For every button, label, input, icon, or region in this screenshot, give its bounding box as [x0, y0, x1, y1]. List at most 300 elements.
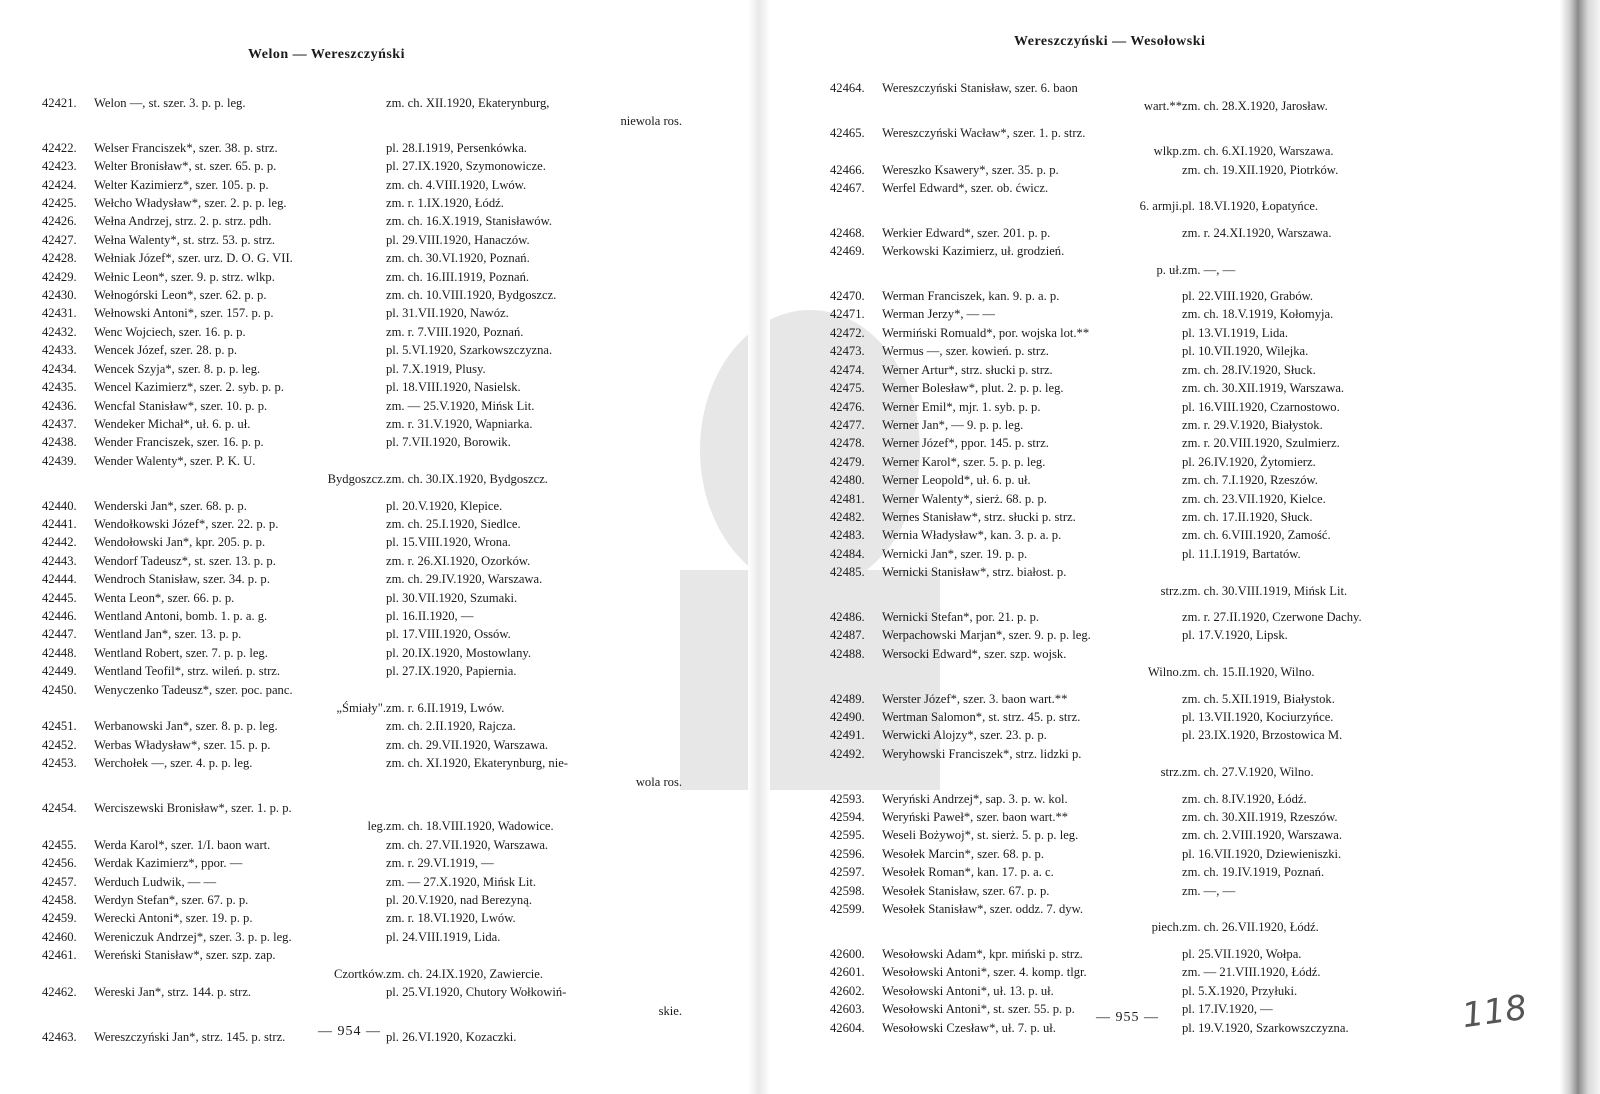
handwritten-page-note: 118	[1459, 987, 1530, 1037]
entry-death-record	[1182, 563, 1490, 581]
list-item	[830, 1019, 1490, 1037]
entry-death-record: zm. r. 29.V.1920, Białystok.	[1182, 417, 1323, 432]
entry-death-record: zm. r. 24.XI.1920, Warszawa.	[1182, 225, 1332, 240]
entry-number: 42477.	[830, 417, 865, 432]
entry-indent	[830, 918, 882, 936]
entry-number: 42473.	[830, 344, 865, 359]
entry-death-record: zm. — 25.V.1920, Mińsk Lit.	[386, 398, 535, 413]
entry-line	[42, 717, 682, 735]
entry-line	[42, 397, 682, 415]
entry-death-record: zm. ch. 26.VII.1920, Łódź.	[1182, 920, 1319, 935]
entry-description: Wernicki Jan*, szer. 19. p. p.	[882, 546, 1028, 561]
entry-number: 42479.	[830, 454, 865, 469]
entry-line	[830, 224, 1490, 242]
entry-line	[830, 179, 1490, 197]
entry-death-record: pl. 7.VII.1920, Borowik.	[386, 435, 511, 450]
entry-number: 42599.	[830, 902, 865, 917]
entry-description: Wełna Andrzej, strz. 2. p. strz. pdh.	[94, 214, 272, 229]
entry-number: 42604.	[830, 1020, 865, 1035]
entry-line	[830, 287, 1490, 305]
entry-line	[42, 854, 682, 872]
entry-description: Wereszczyński Jan*, strz. 145. p. strz.	[94, 1029, 286, 1044]
entry-indent	[830, 663, 882, 681]
entry-description: Werkowski Kazimierz, uł. grodzień.	[882, 244, 1065, 259]
entry-number: 42437.	[42, 416, 77, 431]
list-item	[830, 324, 1490, 342]
entry-death-record	[386, 946, 682, 964]
entry-death-record: pl. 20.V.1920, nad Berezyną.	[386, 893, 532, 908]
book-gutter	[748, 0, 770, 1094]
entry-death-record: zm. — 21.VIII.1920, Łódź.	[1182, 965, 1321, 980]
entry-description: Welser Franciszek*, szer. 38. p. strz.	[94, 140, 278, 155]
entry-number: 42441.	[42, 516, 77, 531]
entry-death-record: zm. ch. 30.XII.1919, Rzeszów.	[1182, 810, 1338, 825]
entry-line	[830, 305, 1490, 323]
entry-death-record: zm. r. 26.XI.1920, Ozorków.	[386, 553, 531, 568]
entry-description: Werner Leopold*, uł. 6. p. uł.	[882, 473, 1031, 488]
entry-number: 42481.	[830, 491, 865, 506]
entry-death-record: zm. ch. 30.XII.1919, Warszawa.	[1182, 381, 1345, 396]
entry-line	[830, 790, 1490, 808]
entry-number: 42451.	[42, 719, 77, 734]
entry-death-record: pl. 24.VIII.1919, Lida.	[386, 929, 501, 944]
entry-death-record: zm. —, —	[1182, 883, 1236, 898]
entry-death-record: zm. ch. 19.XII.1920, Piotrków.	[1182, 162, 1339, 177]
entry-death-record: pl. 10.VII.1920, Wilejka.	[1182, 344, 1309, 359]
entry-description: Wełna Walenty*, st. strz. 53. p. strz.	[94, 232, 276, 247]
entry-death-record: zm. ch. 28.X.1920, Jarosław.	[1182, 99, 1328, 114]
entry-number: 42468.	[830, 225, 865, 240]
entry-spacer	[830, 937, 1490, 945]
list-item	[42, 891, 682, 909]
entry-number: 42596.	[830, 846, 865, 861]
entry-number: 42439.	[42, 453, 77, 468]
entry-line	[42, 928, 682, 946]
entry-number: 42454.	[42, 801, 77, 816]
entry-continuation: skie.	[658, 1003, 682, 1018]
entry-number: 42458.	[42, 893, 77, 908]
entry-line	[42, 754, 682, 772]
entry-number: 42444.	[42, 572, 77, 587]
entry-continuation: wola ros.	[635, 774, 682, 789]
entry-description: Wesołowski Antoni*, st. szer. 55. p. p.	[882, 1002, 1075, 1017]
entry-number: 42594.	[830, 810, 865, 825]
entry-line	[42, 662, 682, 680]
entry-description: Werda Karol*, szer. 1/I. baon wart.	[94, 837, 271, 852]
entry-indent	[42, 965, 94, 983]
entry-death-record: pl. 20.V.1920, Klepice.	[386, 498, 503, 513]
entry-line	[830, 608, 1490, 626]
entry-death-record: zm. r. 29.VI.1919, —	[386, 856, 494, 871]
entry-number: 42470.	[830, 289, 865, 304]
list-item	[830, 645, 1490, 682]
list-item	[42, 378, 682, 396]
entry-death-record	[1182, 645, 1490, 663]
list-item	[830, 526, 1490, 544]
list-item	[42, 983, 682, 1020]
entry-description: Wereniczuk Andrzej*, szer. 3. p. p. leg.	[94, 929, 292, 944]
entry-number: 42453.	[42, 756, 77, 771]
entry-death-record: zm. ch. 28.IV.1920, Słuck.	[1182, 362, 1316, 377]
entry-number: 42461.	[42, 948, 77, 963]
entry-indent	[830, 197, 882, 215]
entry-description: Wernicki Stanisław*, strz. białost. p.	[882, 565, 1067, 580]
list-item	[830, 1000, 1490, 1018]
entry-number: 42602.	[830, 983, 865, 998]
entry-description-tail: wlkp.	[1153, 144, 1182, 159]
entry-death-record: pl. 31.VII.1920, Nawóz.	[386, 306, 509, 321]
entry-number: 42446.	[42, 608, 77, 623]
entry-line	[42, 644, 682, 662]
entry-death-record: zm. r. 20.VIII.1920, Szulmierz.	[1182, 436, 1340, 451]
entry-description: Wełcho Władysław*, szer. 2. p. p. leg.	[94, 196, 287, 211]
list-item	[830, 563, 1490, 600]
entry-death-record: pl. 18.VI.1920, Łopatyńce.	[1182, 199, 1319, 214]
list-item	[830, 745, 1490, 782]
entry-continuation	[830, 97, 1490, 115]
entry-description: Wełnowski Antoni*, szer. 157. p. p.	[94, 306, 274, 321]
entry-death-record: pl. 23.IX.1920, Brzostowica M.	[1182, 728, 1343, 743]
entry-number: 42459.	[42, 911, 77, 926]
page-edge-shadow	[1560, 0, 1600, 1094]
entry-description: Wesołowski Adam*, kpr. miński p. strz.	[882, 946, 1083, 961]
right-entries-list	[830, 79, 1490, 1037]
entry-line	[42, 231, 682, 249]
entry-description: Wernes Stanisław*, strz. słucki p. strz.	[882, 509, 1076, 524]
entry-number: 42460.	[42, 929, 77, 944]
entry-number: 42489.	[830, 691, 865, 706]
entry-line	[830, 900, 1490, 918]
entry-line	[42, 533, 682, 551]
entry-line	[830, 124, 1490, 142]
entry-line	[42, 625, 682, 643]
list-item	[42, 176, 682, 194]
entry-death-record: pl. 15.VIII.1920, Wrona.	[386, 535, 511, 550]
list-item	[830, 945, 1490, 963]
list-item	[830, 982, 1490, 1000]
entry-number: 42445.	[42, 590, 77, 605]
entry-death-record: zm. ch. 2.II.1920, Rajcza.	[386, 719, 516, 734]
entry-death-record: pl. 19.V.1920, Szarkowszczyzna.	[1182, 1020, 1349, 1035]
entry-number: 42600.	[830, 946, 865, 961]
entry-description: Werchołek —, szer. 4. p. p. leg.	[94, 756, 253, 771]
entry-description: Wernicki Stefan*, por. 21. p. p.	[882, 609, 1040, 624]
entry-death-record: zm. ch. 7.I.1920, Rzeszów.	[1182, 473, 1318, 488]
list-item	[42, 928, 682, 946]
entry-line	[42, 286, 682, 304]
entry-death-record: zm. ch. 27.VII.1920, Warszawa.	[386, 837, 549, 852]
list-item	[42, 231, 682, 249]
entry-number: 42465.	[830, 125, 865, 140]
entry-number: 42428.	[42, 251, 77, 266]
entry-line	[42, 515, 682, 533]
entry-description: Weryński Andrzej*, sap. 3. p. w. kol.	[882, 791, 1068, 806]
entry-description: Wesołek Stanisław*, szer. oddz. 7. dyw.	[882, 902, 1084, 917]
entry-line	[830, 708, 1490, 726]
list-item	[42, 194, 682, 212]
entry-number: 42593.	[830, 791, 865, 806]
list-item	[42, 854, 682, 872]
entry-number: 42436.	[42, 398, 77, 413]
entry-line	[42, 983, 682, 1001]
entry-line	[830, 398, 1490, 416]
entry-number: 42471.	[830, 307, 865, 322]
entry-line	[830, 416, 1490, 434]
entry-continuation: niewola ros.	[620, 114, 682, 129]
list-item	[42, 607, 682, 625]
entry-description: Welon —, st. szer. 3. p. p. leg.	[94, 96, 246, 110]
entry-description: Wereszczyński Stanisław, szer. 6. baon	[882, 81, 1078, 95]
list-item	[830, 790, 1490, 808]
entry-death-record: zm. ch. 5.XII.1919, Białystok.	[1182, 691, 1335, 706]
entry-number: 42426.	[42, 214, 77, 229]
entry-number: 42482.	[830, 509, 865, 524]
entry-line	[830, 471, 1490, 489]
list-item	[830, 608, 1490, 626]
entry-death-record	[1182, 79, 1490, 97]
entry-description-tail: p. uł.	[1156, 262, 1182, 277]
list-item	[42, 736, 682, 754]
list-item	[830, 124, 1490, 161]
entry-number: 42603.	[830, 1002, 865, 1017]
entry-line	[830, 453, 1490, 471]
entry-number: 42491.	[830, 728, 865, 743]
entry-line	[42, 94, 682, 112]
entry-number: 42429.	[42, 269, 77, 284]
list-item	[42, 662, 682, 680]
entry-description: Wencek Józef, szer. 28. p. p.	[94, 343, 238, 358]
entry-death-record: zm. ch. 4.VIII.1920, Lwów.	[386, 177, 527, 192]
entry-description: Wenyczenko Tadeusz*, szer. poc. panc.	[94, 682, 293, 697]
entry-spacer	[830, 116, 1490, 124]
entry-description: Werdyn Stefan*, szer. 67. p. p.	[94, 893, 249, 908]
entry-death-record: zm. r. 18.VI.1920, Lwów.	[386, 911, 516, 926]
entry-description: Wełniak Józef*, szer. urz. D. O. G. VII.	[94, 251, 293, 266]
list-item	[42, 139, 682, 157]
entry-number: 42430.	[42, 288, 77, 303]
entry-description: Werkier Edward*, szer. 201. p. p.	[882, 225, 1051, 240]
entry-death-record: zm. ch. 6.XI.1920, Warszawa.	[1182, 144, 1334, 159]
list-item	[830, 900, 1490, 937]
entry-description: Werbanowski Jan*, szer. 8. p. p. leg.	[94, 719, 278, 734]
entry-death-record: pl. 17.VIII.1920, Ossów.	[386, 627, 511, 642]
entry-number: 42485.	[830, 565, 865, 580]
entry-description-tail: Czortków.	[334, 966, 386, 981]
entry-death-record: pl. 20.IX.1920, Mostowlany.	[386, 645, 532, 660]
entry-death-record: zm. ch. 17.II.1920, Słuck.	[1182, 509, 1313, 524]
entry-line	[830, 161, 1490, 179]
list-item	[42, 341, 682, 359]
entry-line	[830, 1000, 1490, 1018]
entry-line	[42, 341, 682, 359]
entry-death-record: pl. 13.VI.1919, Lida.	[1182, 325, 1288, 340]
entry-description-tail: wart.**	[1143, 99, 1182, 114]
entry-death-record: pl. 16.VII.1920, Dziewieniszki.	[1182, 846, 1342, 861]
entry-spacer	[42, 791, 682, 799]
entry-number: 42462.	[42, 985, 77, 1000]
entry-continuation	[42, 817, 682, 835]
entry-line	[42, 433, 682, 451]
entry-line	[830, 826, 1490, 844]
list-item	[830, 224, 1490, 242]
entry-death-record: zm. ch. 15.II.1920, Wilno.	[1182, 665, 1315, 680]
left-page-number: — 954 —	[318, 1024, 381, 1039]
entry-death-record: zm. ch. 29.VII.1920, Warszawa.	[386, 737, 549, 752]
entry-continuation	[42, 965, 682, 983]
list-item	[830, 434, 1490, 452]
entry-number: 42424.	[42, 177, 77, 192]
entry-number: 42447.	[42, 627, 77, 642]
entry-number: 42456.	[42, 856, 77, 871]
entry-line	[42, 194, 682, 212]
entry-death-record: zm. —, —	[1182, 262, 1236, 277]
list-item	[42, 717, 682, 735]
entry-line	[830, 434, 1490, 452]
list-item	[830, 626, 1490, 644]
entry-death-record: zm. ch. 18.V.1919, Kołomyja.	[1182, 307, 1334, 322]
entry-number: 42469.	[830, 244, 865, 259]
entry-description: Wertman Salomon*, st. strz. 45. p. strz.	[882, 710, 1081, 724]
entry-description: Wesołowski Czesław*, uł. 7. p. uł.	[882, 1020, 1056, 1035]
entry-description: Wencfal Stanisław*, szer. 10. p. p.	[94, 398, 268, 413]
entry-death-record	[1182, 124, 1490, 142]
list-item	[42, 323, 682, 341]
list-item	[42, 589, 682, 607]
list-item	[830, 726, 1490, 744]
entry-continuation	[830, 582, 1490, 600]
entry-death-record: pl. 5.VI.1920, Szarkowszczyzna.	[386, 343, 553, 358]
entry-number: 42474.	[830, 362, 865, 377]
list-item	[42, 433, 682, 451]
entry-death-record: zm. ch. 8.IV.1920, Łódź.	[1182, 791, 1307, 806]
list-item	[42, 570, 682, 588]
entry-line	[830, 726, 1490, 744]
entry-line	[42, 268, 682, 286]
entry-line	[830, 490, 1490, 508]
list-item	[830, 863, 1490, 881]
entry-description: Wentland Antoni, bomb. 1. p. a. g.	[94, 608, 268, 623]
entry-number: 42492.	[830, 746, 865, 761]
entry-death-record: zm. r. 6.II.1919, Lwów.	[386, 701, 505, 715]
list-item	[830, 963, 1490, 981]
list-item	[42, 212, 682, 230]
entry-death-record: zm. ch. 18.VIII.1920, Wadowice.	[386, 819, 554, 834]
list-item	[42, 94, 682, 131]
entry-line	[42, 589, 682, 607]
entry-indent	[830, 261, 882, 279]
entry-line	[42, 909, 682, 927]
entry-number: 42423.	[42, 159, 77, 174]
entry-death-record	[1182, 242, 1490, 260]
entry-number: 42483.	[830, 528, 865, 543]
entry-death-record: zm. ch. 24.IX.1920, Zawiercie.	[386, 966, 544, 981]
entry-death-record: zm. ch. 27.V.1920, Wilno.	[1182, 765, 1314, 780]
entry-line	[830, 79, 1490, 97]
right-page	[770, 0, 1570, 1094]
entry-number: 42486.	[830, 609, 865, 624]
entry-death-record: pl. 25.VI.1920, Chutory Wołkowiń-	[386, 985, 567, 1000]
entry-description-tail: leg.	[367, 819, 386, 834]
list-item	[830, 361, 1490, 379]
entry-death-record: zm. r. 1.IX.1920, Łódź.	[386, 196, 504, 211]
entry-line	[42, 681, 682, 699]
entry-description-tail: Wilno.	[1147, 665, 1182, 680]
entry-number: 42484.	[830, 546, 865, 561]
entry-death-record: zm. — 27.X.1920, Mińsk Lit.	[386, 874, 537, 889]
entry-line	[42, 799, 682, 817]
list-item	[830, 490, 1490, 508]
list-item	[830, 545, 1490, 563]
entry-description: Werecki Antoni*, szer. 19. p. p.	[94, 911, 253, 926]
entry-death-record: zm. r. 7.VIII.1920, Poznań.	[386, 324, 524, 339]
list-item	[42, 836, 682, 854]
entry-line	[42, 139, 682, 157]
list-item	[42, 533, 682, 551]
entry-description: Werner Walenty*, sierż. 68. p. p.	[882, 491, 1047, 506]
entry-line	[42, 946, 682, 964]
list-item	[42, 799, 682, 836]
list-item	[42, 625, 682, 643]
entry-number: 42422.	[42, 140, 77, 155]
entry-description: Werciszewski Bronisław*, szer. 1. p. p.	[94, 801, 292, 816]
entry-death-record: pl. 25.VII.1920, Wołpa.	[1182, 946, 1302, 961]
entry-number: 42490.	[830, 710, 865, 724]
entry-line	[42, 736, 682, 754]
list-item	[42, 497, 682, 515]
list-item	[830, 305, 1490, 323]
entry-spacer	[42, 131, 682, 139]
list-item	[42, 946, 682, 983]
entry-indent	[42, 470, 94, 488]
entry-number: 42442.	[42, 535, 77, 550]
entry-death-record: pl. 5.X.1920, Przyłuki.	[1182, 983, 1298, 998]
left-entries-list	[42, 94, 682, 1046]
entry-number: 42449.	[42, 664, 77, 679]
entry-number: 42464.	[830, 81, 865, 95]
entry-indent	[830, 97, 882, 115]
entry-description: Werster Józef*, szer. 3. baon wart.**	[882, 691, 1068, 706]
entry-description: Welter Bronisław*, st. szer. 65. p. p.	[94, 159, 277, 174]
entry-description: Wencel Kazimierz*, szer. 2. syb. p. p.	[94, 380, 284, 395]
entry-continuation	[830, 261, 1490, 279]
entry-death-record	[1182, 900, 1490, 918]
list-item	[42, 304, 682, 322]
entry-description: Werman Franciszek, kan. 9. p. a. p.	[882, 289, 1060, 304]
entry-number: 42433.	[42, 343, 77, 358]
entry-description: Werduch Ludwik, — —	[94, 874, 217, 889]
entry-number: 42480.	[830, 473, 865, 488]
entry-death-record: pl. 22.VIII.1920, Grabów.	[1182, 289, 1314, 304]
entry-death-record: pl. 27.IX.1920, Szymonowicze.	[386, 159, 546, 174]
entry-description: Wendroch Stanisław, szer. 34. p. p.	[94, 572, 270, 587]
entry-death-record: pl. 26.VI.1920, Kozaczki.	[386, 1029, 517, 1044]
entry-death-record: pl. 30.VII.1920, Szumaki.	[386, 590, 518, 605]
entry-spacer	[830, 782, 1490, 790]
entry-continuation	[830, 763, 1490, 781]
entry-description: Werdak Kazimierz*, ppor. —	[94, 856, 243, 871]
entry-death-record: zm. ch. 16.III.1919, Poznań.	[386, 269, 530, 284]
entry-description: Wesołowski Antoni*, szer. 4. komp. tlgr.	[882, 965, 1087, 980]
entry-line	[830, 808, 1490, 826]
entry-description: Weryński Paweł*, szer. baon wart.**	[882, 810, 1069, 825]
entry-description-tail: Bydgoszcz.	[327, 472, 386, 487]
entry-number: 42450.	[42, 682, 77, 697]
entry-description: Wender Franciszek, szer. 16. p. p.	[94, 435, 264, 450]
entry-number: 42598.	[830, 883, 865, 898]
entry-line	[42, 378, 682, 396]
list-item	[830, 242, 1490, 279]
entry-number: 42431.	[42, 306, 77, 321]
